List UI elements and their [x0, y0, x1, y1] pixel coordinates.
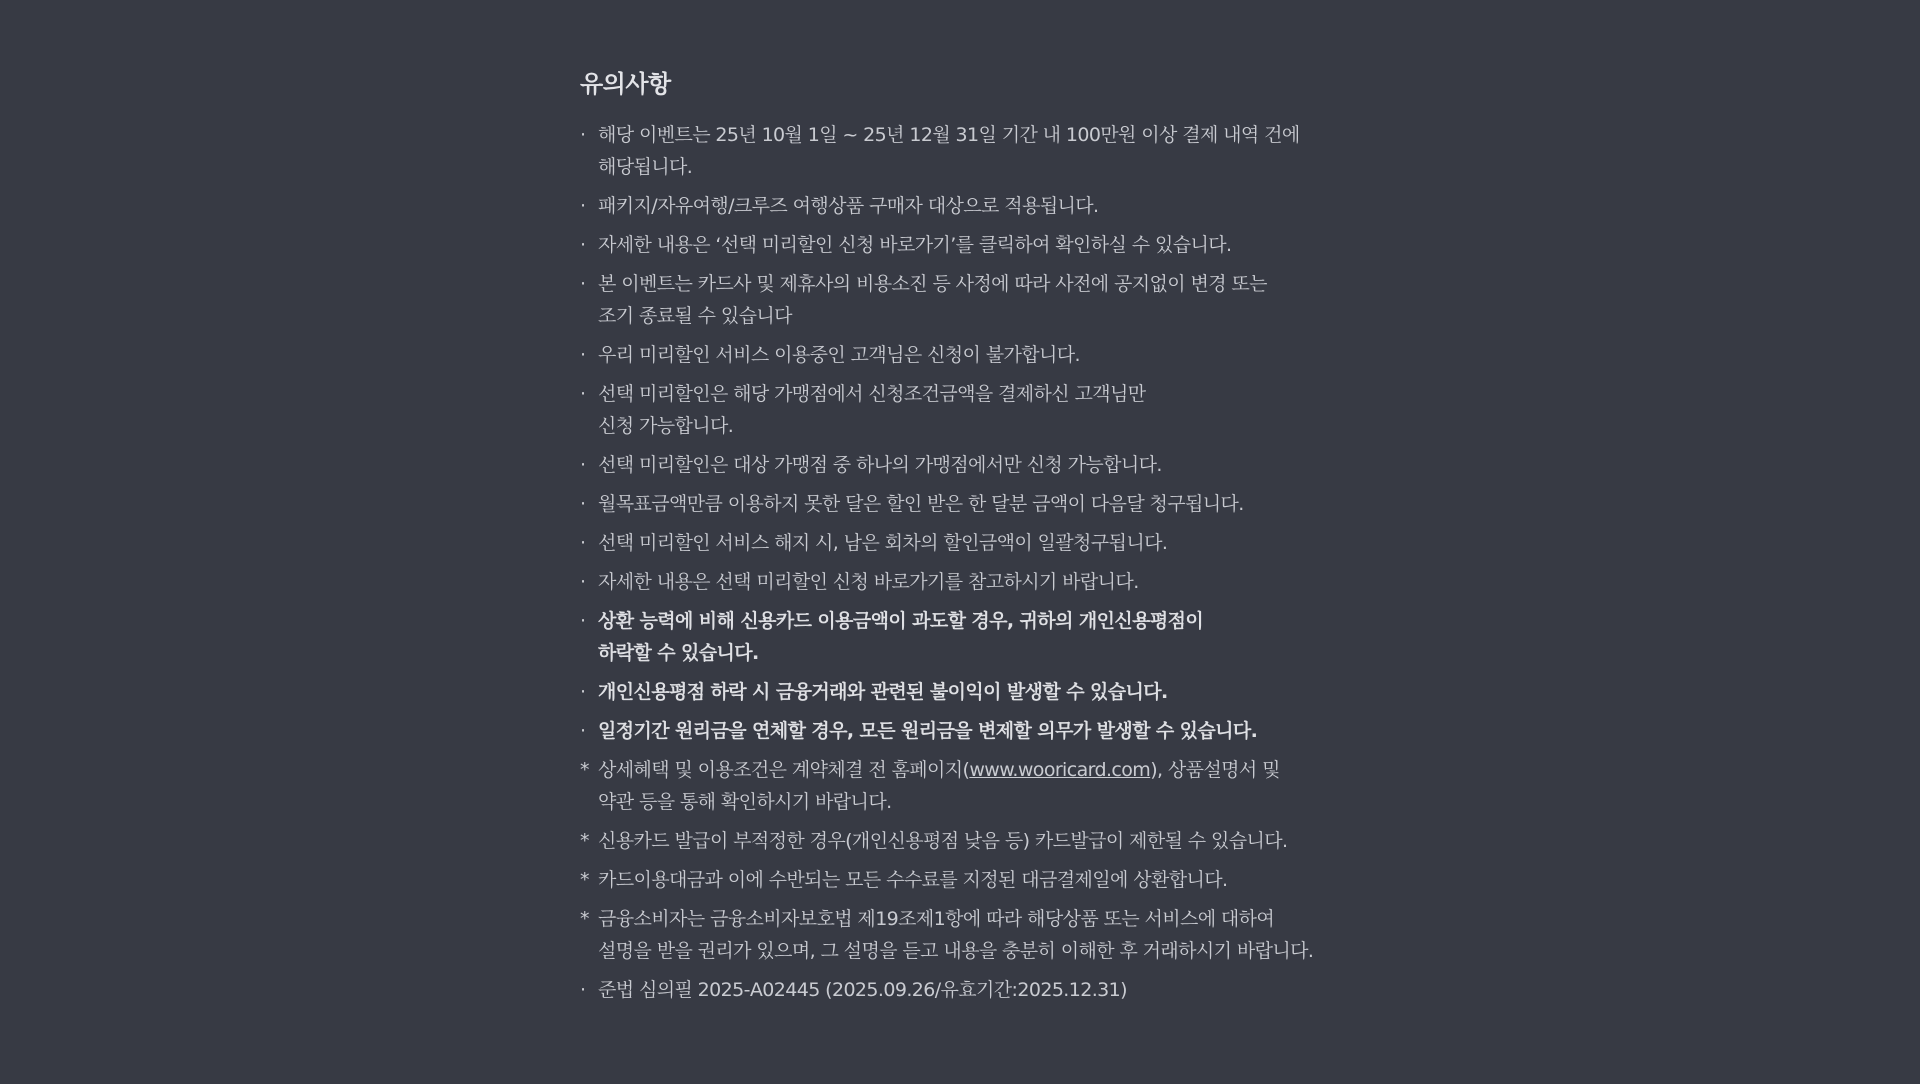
- bullet-marker: ·: [580, 124, 586, 146]
- notice-item-detail: [580, 754, 1340, 818]
- notice-item: [580, 339, 1340, 371]
- bullet-marker: ·: [580, 273, 586, 295]
- notice-text: 일정기간 원리금을 연체할 경우, 모든 원리금을 변제할 의무가 발생할 수 있습니다.: [598, 720, 1258, 742]
- notice-item-star: [580, 864, 1340, 896]
- notice-title: 유의사항: [580, 70, 671, 98]
- notice-item: [580, 190, 1340, 222]
- notice-item: [580, 268, 1340, 332]
- bullet-marker: ·: [580, 344, 586, 366]
- notice-list: [580, 119, 1340, 1006]
- notice-text: 해당 이벤트는 25년 10월 1일 ~ 25년 12월 31일 기간 내 100만원 이상 결제 내역 건에 해당됩니다.: [598, 124, 1300, 178]
- notice-item-approval: [580, 974, 1340, 1006]
- notice-text: 자세한 내용은 ‘선택 미리할인 신청 바로가기’를 클릭하여 확인하실 수 있습니다.: [598, 234, 1232, 256]
- notice-item-warning: [580, 715, 1340, 747]
- notice-item-star: [580, 903, 1340, 967]
- notice-text: 신용카드 발급이 부적정한 경우(개인신용평점 낮음 등) 카드발급이 제한될 수 있습니다.: [598, 830, 1288, 852]
- notice-text: 카드이용대금과 이에 수반되는 모든 수수료를 지정된 대금결제일에 상환합니다.: [598, 869, 1228, 891]
- bullet-marker: ·: [580, 979, 586, 1001]
- approval-text: 준법 심의필 2025-A02445 (2025.09.26/유효기간:2025.12.31): [598, 979, 1127, 1001]
- detail-text-after: ), 상품설명서 및 약관 등을 통해 확인하시기 바랍니다.: [598, 759, 1280, 813]
- notice-item: [580, 566, 1340, 598]
- star-marker: *: [580, 830, 589, 852]
- bullet-marker: ·: [580, 493, 586, 515]
- star-marker: *: [580, 869, 589, 891]
- notice-item: [580, 449, 1340, 481]
- notice-item: [580, 488, 1340, 520]
- bullet-marker: ·: [580, 454, 586, 476]
- notice-text: 우리 미리할인 서비스 이용중인 고객님은 신청이 불가합니다.: [598, 344, 1080, 366]
- notice-text: 상환 능력에 비해 신용카드 이용금액이 과도할 경우, 귀하의 개인신용평점이 하락할 수 있습니다.: [598, 610, 1204, 664]
- bullet-marker: ·: [580, 532, 586, 554]
- notice-item-warning: [580, 605, 1340, 669]
- notice-item: [580, 378, 1340, 442]
- notice-text: 패키지/자유여행/크루즈 여행상품 구매자 대상으로 적용됩니다.: [598, 195, 1099, 217]
- notice-item-warning: [580, 676, 1340, 708]
- notice-text: 자세한 내용은 선택 미리할인 신청 바로가기를 참고하시기 바랍니다.: [598, 571, 1139, 593]
- notice-text: 본 이벤트는 카드사 및 제휴사의 비용소진 등 사정에 따라 사전에 공지없이 변경 또는 조기 종료될 수 있습니다: [598, 273, 1267, 327]
- bullet-marker: ·: [580, 383, 586, 405]
- star-marker: *: [580, 759, 589, 781]
- notice-text: 개인신용평점 하락 시 금융거래와 관련된 불이익이 발생할 수 있습니다.: [598, 681, 1168, 703]
- notice-text: [598, 754, 1340, 818]
- notice-text: 선택 미리할인 서비스 해지 시, 남은 회차의 할인금액이 일괄청구됩니다.: [598, 532, 1168, 554]
- notice-text: 월목표금액만큼 이용하지 못한 달은 할인 받은 한 달분 금액이 다음달 청구됩니다.: [598, 493, 1244, 515]
- notice-item: [580, 119, 1340, 183]
- bullet-marker: ·: [580, 571, 586, 593]
- bullet-marker: ·: [580, 610, 586, 632]
- bullet-marker: ·: [580, 195, 586, 217]
- notice-section: [580, 64, 1340, 1013]
- bullet-marker: ·: [580, 681, 586, 703]
- notice-item: [580, 527, 1340, 559]
- notice-text: 선택 미리할인은 대상 가맹점 중 하나의 가맹점에서만 신청 가능합니다.: [598, 454, 1162, 476]
- notice-text: 금융소비자는 금융소비자보호법 제19조제1항에 따라 해당상품 또는 서비스에 대하여 설명을 받을 권리가 있으며, 그 설명을 듣고 내용을 충분히 이해한 후 거래하시기 바랍니다.: [598, 908, 1314, 962]
- homepage-link[interactable]: www.wooricard.com: [969, 759, 1151, 781]
- bullet-marker: ·: [580, 720, 586, 742]
- bullet-marker: ·: [580, 234, 586, 256]
- star-marker: *: [580, 908, 589, 930]
- notice-text: 선택 미리할인은 해당 가맹점에서 신청조건금액을 결제하신 고객님만 신청 가능합니다.: [598, 383, 1146, 437]
- detail-text-before: 상세혜택 및 이용조건은 계약체결 전 홈페이지(: [598, 759, 970, 781]
- notice-item: [580, 229, 1340, 261]
- notice-item-star: [580, 825, 1340, 857]
